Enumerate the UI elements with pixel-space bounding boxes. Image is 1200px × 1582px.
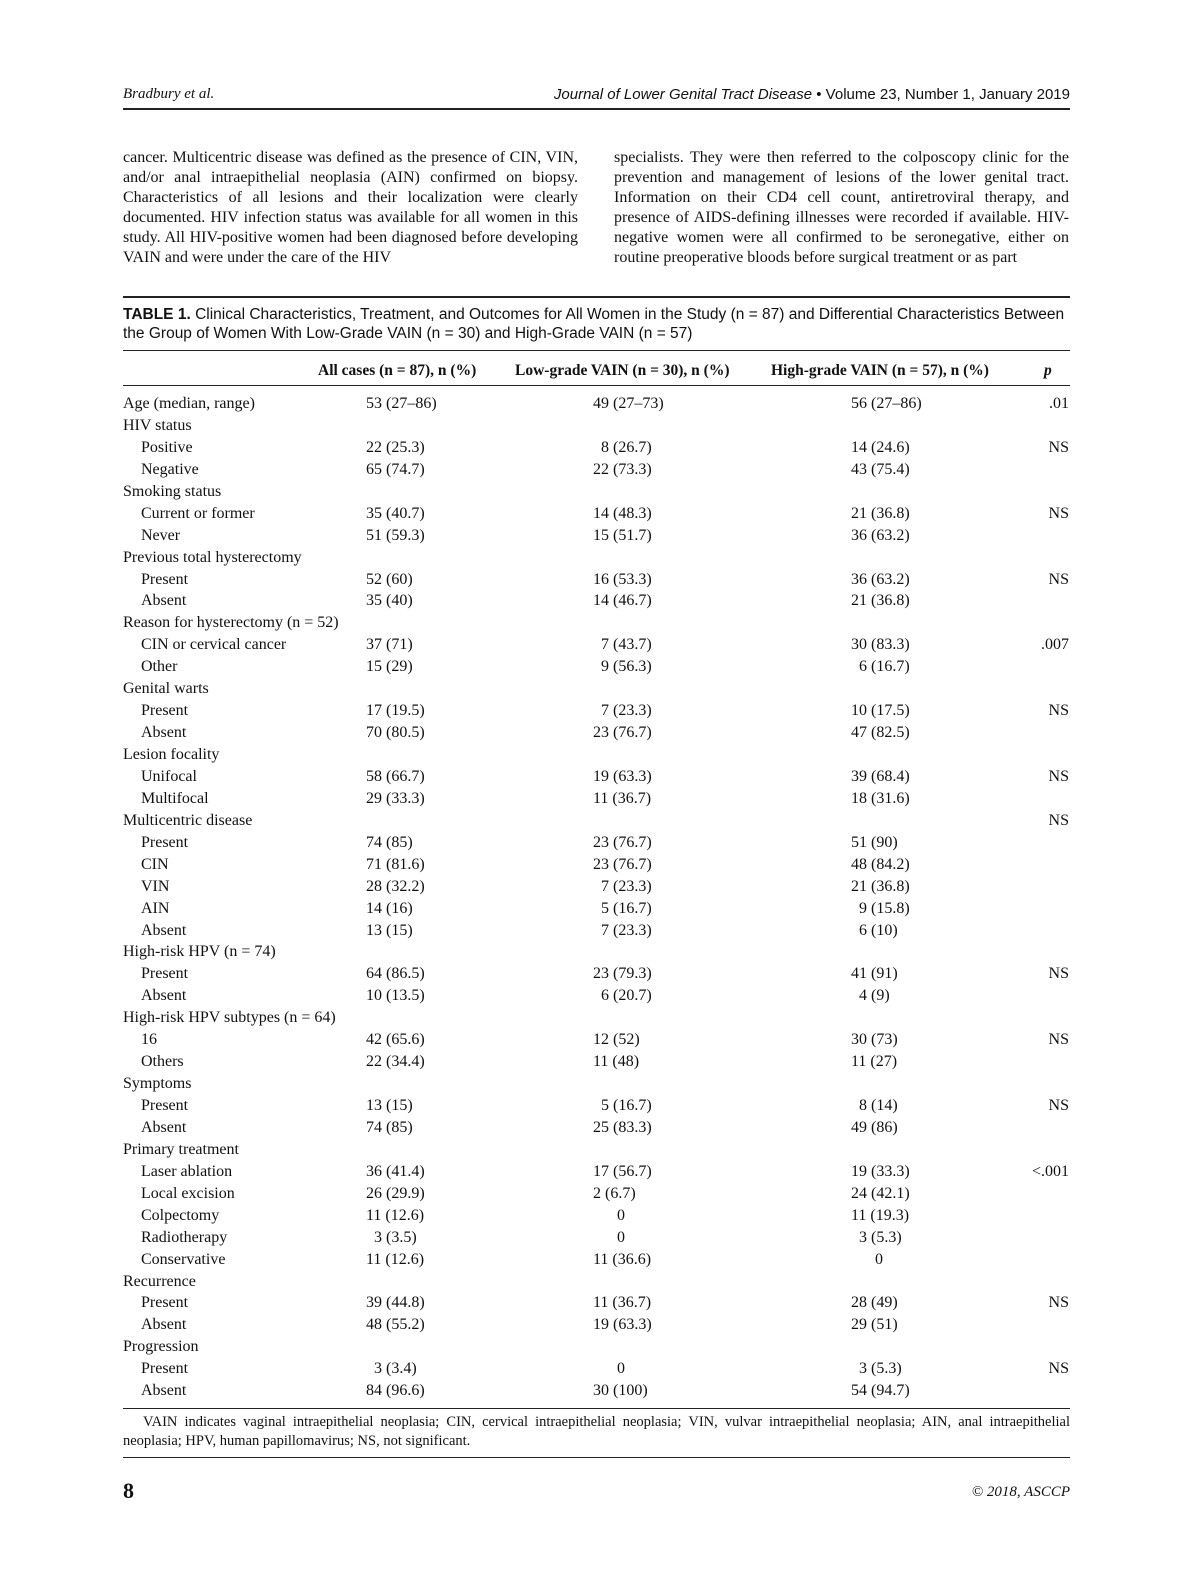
row-label: Absent [141, 1382, 187, 1400]
row-label: CIN [141, 855, 169, 873]
cell-low: 8 (26.7) [593, 438, 652, 456]
cell-low: 11 (36.6) [593, 1250, 652, 1268]
table-row [0, 569, 1200, 591]
cell-low: 14 (48.3) [593, 504, 652, 522]
table-body [0, 393, 1200, 1402]
table-row [0, 1051, 1200, 1073]
cell-low: 23 (76.7) [593, 855, 652, 873]
cell-p: <.001 [1031, 1162, 1069, 1180]
cell-high: 14 (24.6) [851, 438, 910, 456]
row-label: AIN [141, 899, 170, 917]
table-row [0, 481, 1200, 503]
cell-all: 37 (71) [366, 636, 413, 654]
cell-all: 3 (3.5) [366, 1228, 417, 1246]
cell-all: 65 (74.7) [366, 460, 425, 478]
cell-low: 19 (63.3) [593, 1316, 652, 1334]
header-rule [123, 385, 1070, 386]
cell-low: 7 (43.7) [593, 636, 652, 654]
column-header-high: High-grade VAIN (n = 57), n (%) [771, 362, 989, 379]
table-bottom-rule [123, 1408, 1070, 1409]
table-row [0, 1117, 1200, 1139]
cell-high: 30 (83.3) [851, 636, 910, 654]
cell-low: 11 (36.7) [593, 789, 652, 807]
row-label: Present [141, 965, 189, 983]
row-label: Absent [141, 921, 187, 939]
cell-high: 4 (9) [851, 987, 890, 1005]
row-label: Present [141, 1097, 189, 1114]
cell-all: 35 (40.7) [366, 504, 425, 522]
journal-title: Journal of Lower Genital Tract Disease [553, 86, 813, 103]
row-label: Multicentric disease [123, 811, 253, 829]
cell-high: 49 (86) [851, 1118, 898, 1136]
cell-all: 10 (13.5) [366, 987, 425, 1005]
row-label: Positive [141, 438, 193, 456]
cell-all: 53 (27–86) [366, 395, 437, 412]
table-row [0, 1314, 1200, 1336]
cell-all: 3 (3.4) [366, 1360, 417, 1378]
row-label: VIN [141, 877, 170, 895]
cell-low: 14 (46.7) [593, 592, 652, 610]
cell-high: 47 (82.5) [851, 724, 910, 742]
row-label: Other [141, 658, 178, 676]
cell-all: 39 (44.8) [366, 1294, 425, 1312]
table-row [0, 788, 1200, 810]
cell-p: NS [1048, 570, 1069, 588]
cell-all: 58 (66.7) [366, 767, 425, 785]
cell-low: 0 [593, 1360, 625, 1378]
table-row [0, 1380, 1200, 1402]
cell-high: 6 (16.7) [851, 658, 910, 676]
table-row [0, 920, 1200, 942]
table-footnote: VAIN indicates vaginal intraepithelial neoplasia; CIN, cervical intraepithelial neoplasia; VIN, vulvar intraepithelial neoplasia; AIN, anal intraepithelial neoplasia; HPV, human papillomavirus; NS, not significant. [123, 1414, 1070, 1449]
table-row [0, 1139, 1200, 1161]
cell-all: 28 (32.2) [366, 877, 425, 895]
table-caption-text: Clinical Characteristics, Treatment, and Outcomes for All Women in the Study (n = 87) and Differential Characteristics Between the Group of Women With Low-Grade VAIN (n = 30) and High-Grade VAIN (n = 57) [123, 306, 1065, 342]
journal-line [554, 86, 1070, 103]
table-caption [123, 305, 1070, 343]
row-label: Reason for hysterectomy (n = 52) [123, 614, 339, 632]
row-label: Primary treatment [123, 1140, 239, 1158]
table-row [0, 766, 1200, 788]
cell-low: 7 (23.3) [593, 921, 652, 939]
row-label: Current or former [141, 504, 255, 522]
cell-all: 52 (60) [366, 570, 413, 588]
table-row [0, 393, 1200, 415]
row-label: Symptoms [123, 1075, 192, 1093]
table-row [0, 832, 1200, 854]
cell-high: 41 (91) [851, 965, 898, 983]
row-label: CIN or cervical cancer [141, 636, 287, 654]
table-row [0, 1205, 1200, 1227]
table-row [0, 1073, 1200, 1095]
table-row [0, 941, 1200, 963]
table-row [0, 898, 1200, 920]
table-row [0, 1358, 1200, 1380]
row-label: Previous total hysterectomy [123, 548, 302, 566]
author-line: Bradbury et al. [123, 86, 215, 102]
cell-high: 18 (31.6) [851, 789, 910, 807]
table-row [0, 678, 1200, 700]
table-row [0, 437, 1200, 459]
row-label: Absent [141, 592, 187, 610]
cell-high: 54 (94.7) [851, 1382, 910, 1400]
row-label: Absent [141, 1316, 187, 1334]
row-label: Present [141, 1294, 189, 1312]
row-label: Never [141, 526, 181, 544]
cell-p: NS [1048, 504, 1069, 522]
cell-p: .01 [1049, 395, 1069, 412]
cell-all: 14 (16) [366, 899, 413, 917]
row-label: Age (median, range) [123, 395, 255, 412]
table-row [0, 1029, 1200, 1051]
cell-all: 42 (65.6) [366, 1031, 425, 1049]
table-row [0, 963, 1200, 985]
cell-low: 11 (48) [593, 1053, 640, 1071]
table-row [0, 503, 1200, 525]
cell-all: 48 (55.2) [366, 1316, 425, 1334]
footnote-rule [123, 1457, 1070, 1458]
cell-all: 15 (29) [366, 658, 413, 676]
table-row [0, 1271, 1200, 1293]
cell-p: NS [1048, 702, 1069, 720]
table-label: TABLE 1. [123, 306, 191, 323]
cell-high: 11 (27) [851, 1053, 898, 1071]
cell-p: NS [1048, 811, 1069, 829]
cell-high: 11 (19.3) [851, 1206, 910, 1224]
table-row [0, 985, 1200, 1007]
cell-p: NS [1048, 1031, 1069, 1049]
row-label: Recurrence [123, 1272, 196, 1290]
row-label: Negative [141, 460, 199, 478]
cell-low: 15 (51.7) [593, 526, 652, 544]
table-row [0, 1292, 1200, 1314]
cell-low: 22 (73.3) [593, 460, 652, 478]
cell-low: 30 (100) [593, 1382, 648, 1400]
column-header-all: All cases (n = 87), n (%) [318, 362, 477, 379]
cell-low: 0 [593, 1206, 625, 1224]
cell-p: NS [1048, 1360, 1069, 1378]
row-label: Unifocal [141, 767, 197, 785]
cell-high: 51 (90) [851, 833, 898, 851]
cell-high: 48 (84.2) [851, 855, 910, 873]
row-label: Smoking status [123, 482, 222, 500]
cell-low: 49 (27–73) [593, 395, 664, 412]
cell-p: NS [1048, 767, 1069, 785]
table-row [0, 525, 1200, 547]
row-label: Present [141, 833, 189, 851]
cell-p: NS [1048, 1097, 1069, 1114]
cell-low: 16 (53.3) [593, 570, 652, 588]
cell-low: 23 (76.7) [593, 833, 652, 851]
row-label: Present [141, 570, 189, 588]
table-top-rule [123, 296, 1070, 298]
cell-all: 29 (33.3) [366, 789, 425, 807]
row-label: Local excision [141, 1184, 235, 1202]
table-row [0, 656, 1200, 678]
row-label: Absent [141, 987, 187, 1005]
column-header-p: p [1044, 362, 1052, 379]
row-label: High-risk HPV (n = 74) [123, 943, 276, 961]
cell-low: 12 (52) [593, 1031, 640, 1049]
cell-all: 74 (85) [366, 1118, 413, 1136]
row-label: Others [141, 1053, 184, 1071]
row-label: Multifocal [141, 789, 209, 807]
table-row [0, 1095, 1200, 1117]
cell-high: 43 (75.4) [851, 460, 910, 478]
cell-p: .007 [1041, 636, 1069, 654]
table-row [0, 854, 1200, 876]
cell-all: 11 (12.6) [366, 1250, 425, 1268]
cell-high: 21 (36.8) [851, 877, 910, 895]
row-label: Laser ablation [141, 1162, 233, 1180]
cell-low: 0 [593, 1228, 625, 1246]
cell-high: 30 (73) [851, 1031, 898, 1049]
table-row [0, 876, 1200, 898]
cell-high: 21 (36.8) [851, 504, 910, 522]
row-label: HIV status [123, 416, 192, 434]
table-row [0, 547, 1200, 569]
cell-high: 24 (42.1) [851, 1184, 910, 1202]
cell-low: 2 (6.7) [593, 1184, 636, 1202]
row-label: Present [141, 1360, 189, 1378]
cell-high: 9 (15.8) [851, 899, 910, 917]
cell-low: 17 (56.7) [593, 1162, 652, 1180]
table-row [0, 722, 1200, 744]
cell-high: 21 (36.8) [851, 592, 910, 610]
table-row [0, 744, 1200, 766]
row-label: Radiotherapy [141, 1228, 228, 1246]
cell-all: 71 (81.6) [366, 855, 425, 873]
volume-info: Volume 23, Number 1, January 2019 [825, 86, 1070, 103]
cell-all: 22 (25.3) [366, 438, 425, 456]
cell-high: 56 (27–86) [851, 395, 922, 412]
table-row [0, 590, 1200, 612]
row-label: 16 [141, 1031, 157, 1049]
row-label: High-risk HPV subtypes (n = 64) [123, 1009, 336, 1027]
cell-high: 19 (33.3) [851, 1162, 910, 1180]
cell-high: 10 (17.5) [851, 702, 910, 720]
cell-all: 84 (96.6) [366, 1382, 425, 1400]
cell-low: 7 (23.3) [593, 877, 652, 895]
table-row [0, 415, 1200, 437]
cell-high: 36 (63.2) [851, 526, 910, 544]
cell-all: 64 (86.5) [366, 965, 425, 983]
table-row [0, 700, 1200, 722]
cell-all: 51 (59.3) [366, 526, 425, 544]
table-row [0, 459, 1200, 481]
page-number: 8 [123, 1478, 134, 1503]
column-header-low: Low-grade VAIN (n = 30), n (%) [515, 362, 730, 379]
running-head [123, 84, 1070, 110]
table-row [0, 1249, 1200, 1271]
table-row [0, 1336, 1200, 1358]
copyright: © 2018, ASCCP [971, 1484, 1070, 1500]
cell-all: 11 (12.6) [366, 1206, 425, 1224]
cell-low: 23 (76.7) [593, 724, 652, 742]
cell-all: 13 (15) [366, 1097, 413, 1114]
cell-p: NS [1048, 438, 1069, 456]
cell-high: 29 (51) [851, 1316, 898, 1334]
table-row [0, 1161, 1200, 1183]
row-label: Absent [141, 724, 187, 742]
cell-high: 39 (68.4) [851, 767, 910, 785]
table-row [0, 634, 1200, 656]
caption-rule [123, 350, 1070, 351]
row-label: Conservative [141, 1250, 226, 1268]
table-row [0, 1183, 1200, 1205]
cell-all: 26 (29.9) [366, 1184, 425, 1202]
cell-low: 23 (79.3) [593, 965, 652, 983]
body-column-right: specialists. They were then referred to the colposcopy clinic for the prevention and management of lesions of the lower genital tract. Information on their CD4 cell count, antiretroviral therapy, and presence of AIDS-defining illnesses were recorded if available. HIV-negative women were all confirmed to be seronegative, either on routine preoperative bloods before surgical treatment or as part [614, 149, 1069, 266]
table-row [0, 1227, 1200, 1249]
cell-all: 17 (19.5) [366, 702, 425, 720]
cell-all: 13 (15) [366, 921, 413, 939]
row-label: Progression [123, 1338, 199, 1356]
body-column-left: cancer. Multicentric disease was defined as the presence of CIN, VIN, and/or anal intraepithelial neoplasia (AIN) confirmed on biopsy. Characteristics of all lesions and their localization were clearly documented. HIV infection status was available for all women in this study. All HIV-positive women had been diagnosed before developing VAIN and were under the care of the HIV [123, 149, 578, 266]
cell-low: 6 (20.7) [593, 987, 652, 1005]
cell-high: 28 (49) [851, 1294, 898, 1312]
row-label: Present [141, 702, 189, 720]
row-label: Genital warts [123, 680, 209, 698]
cell-low: 5 (16.7) [593, 1097, 652, 1114]
cell-high: 3 (5.3) [851, 1228, 902, 1246]
row-label: Lesion focality [123, 746, 220, 763]
table-row [0, 1007, 1200, 1029]
cell-low: 11 (36.7) [593, 1294, 652, 1312]
cell-high: 6 (10) [851, 921, 898, 939]
cell-all: 22 (34.4) [366, 1053, 425, 1071]
header-bullet: • [816, 86, 822, 103]
cell-high: 36 (63.2) [851, 570, 910, 588]
cell-p: NS [1048, 965, 1069, 983]
cell-low: 9 (56.3) [593, 658, 652, 676]
row-label: Absent [141, 1118, 187, 1136]
cell-low: 25 (83.3) [593, 1118, 652, 1136]
row-label: Colpectomy [141, 1206, 220, 1224]
cell-all: 74 (85) [366, 833, 413, 851]
cell-all: 36 (41.4) [366, 1162, 425, 1180]
table-row [0, 612, 1200, 634]
cell-all: 70 (80.5) [366, 724, 425, 742]
cell-high: 3 (5.3) [851, 1360, 902, 1378]
cell-p: NS [1048, 1294, 1069, 1312]
cell-high: 8 (14) [851, 1097, 898, 1114]
cell-low: 5 (16.7) [593, 899, 652, 917]
cell-high: 0 [851, 1250, 883, 1268]
cell-low: 7 (23.3) [593, 702, 652, 720]
cell-low: 19 (63.3) [593, 767, 652, 785]
table-row [0, 810, 1200, 832]
cell-all: 35 (40) [366, 592, 413, 610]
